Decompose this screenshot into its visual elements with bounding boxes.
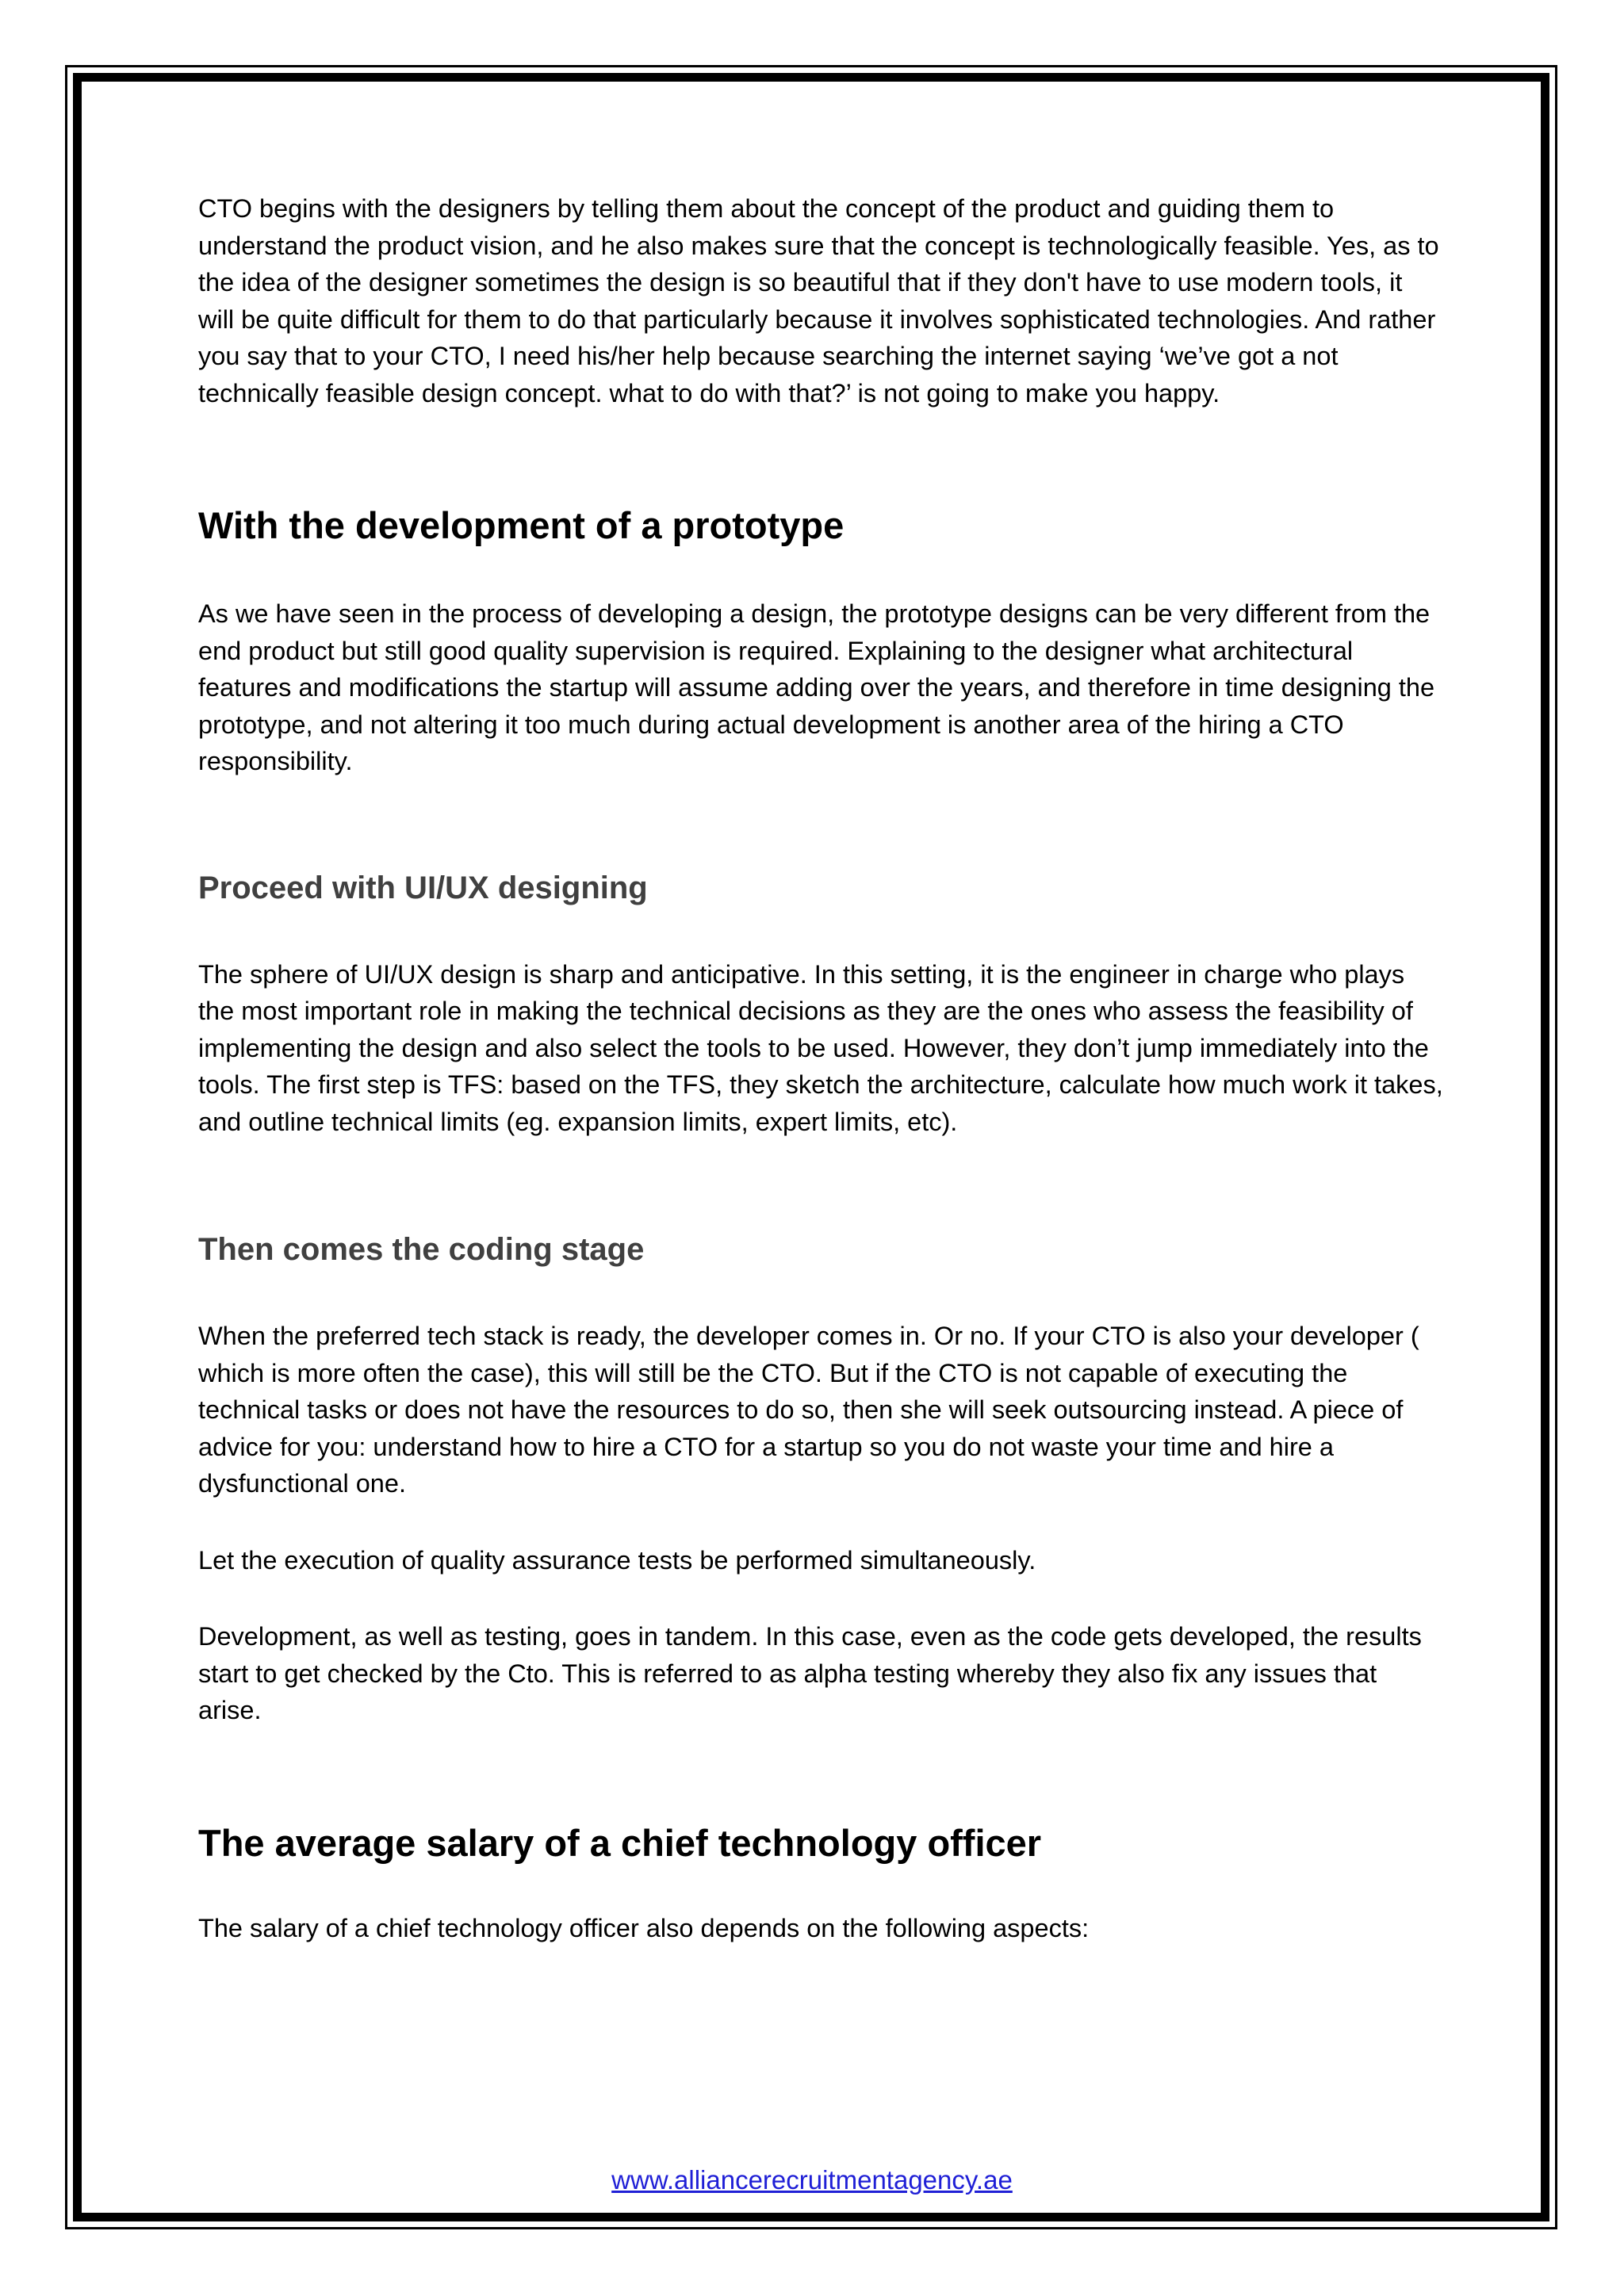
subheading-coding-stage: Then comes the coding stage bbox=[198, 1232, 645, 1267]
paragraph-cto-designers: CTO begins with the designers by telling them about the concept of the product and guiding them to understand the product vision, and he also makes sure that the concept is technologically feasible. Yes, as to the idea of the designer sometimes the design is so beautiful that if they don't have to use modern tools, it will be quite difficult for them to do that particularly because it involves sophisticated technologies. And rather you say that to your CTO, I need his/her help because searching the internet saying ‘we’ve got a not technically feasible design concept. what to do with that?’ is not going to make you happy. bbox=[198, 194, 1439, 408]
heading-prototype: With the development of a prototype bbox=[198, 504, 845, 546]
paragraph-alpha-testing: Development, as well as testing, goes in tandem. In this case, even as the code gets developed, the results start to get checked by the Cto. This is referred to as alpha testing whereby they also fix any issues that arise. bbox=[198, 1622, 1422, 1724]
paragraph-ui-ux: The sphere of UI/UX design is sharp and anticipative. In this setting, it is the engineer in charge who plays the most important role in making the technical decisions as they are the ones who assess the feasibility of implementing the design and also select the tools to be used. However, they don’t jump immediately into the tools. The first step is TFS: based on the TFS, they sketch the architecture, calculate how much work it takes, and outline technical limits (eg. expansion limits, expert limits, etc). bbox=[198, 959, 1443, 1136]
footer-website-link[interactable]: www.alliancerecruitmentagency.ae bbox=[611, 2165, 1013, 2195]
subheading-ui-ux: Proceed with UI/UX designing bbox=[198, 870, 648, 905]
paragraph-coding-stage: When the preferred tech stack is ready, the developer comes in. Or no. If your CTO is also your developer ( which is more often the case), this will still be the CTO. But if the CTO is not capable of executing the technical tasks or does not have the resources to do so, then she will seek outsourcing instead. A piece of advice for you: understand how to hire a CTO for a startup so you do not waste your time and hire a dysfunctional one. bbox=[198, 1322, 1419, 1498]
paragraph-qa-tests: Let the execution of quality assurance tests be performed simultaneously. bbox=[198, 1545, 1036, 1575]
paragraph-prototype: As we have seen in the process of developing a design, the prototype designs can be very different from the end product but still good quality supervision is required. Explaining to the designer what architectural features and modifications the startup will assume adding over the years, and therefore in time designing the prototype, and not altering it too much during actual development is another area of the hiring a CTO responsibility. bbox=[198, 599, 1435, 775]
page-footer bbox=[0, 2163, 1624, 2198]
heading-average-salary: The average salary of a chief technology officer bbox=[198, 1821, 1042, 1864]
document-content bbox=[198, 190, 1443, 1946]
paragraph-salary-aspects: The salary of a chief technology officer also depends on the following aspects: bbox=[198, 1913, 1090, 1942]
